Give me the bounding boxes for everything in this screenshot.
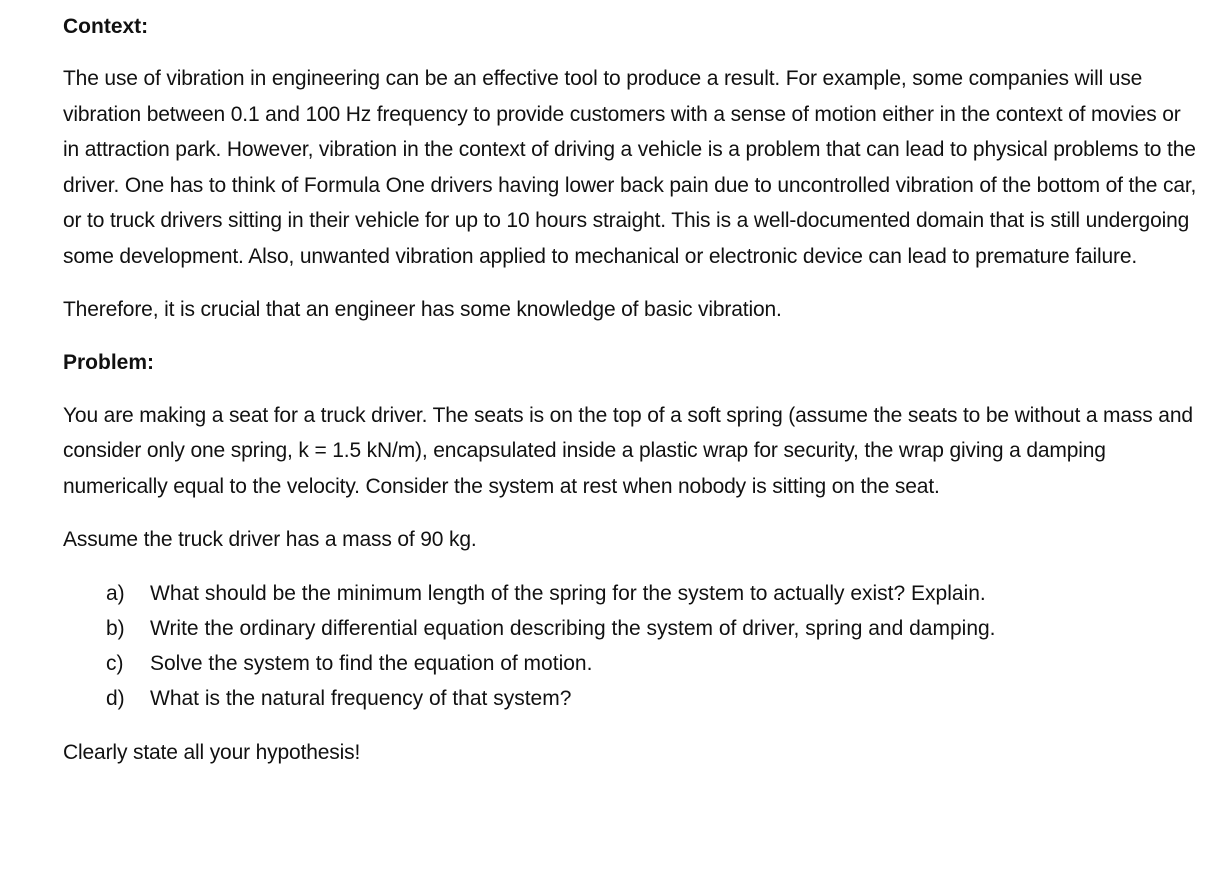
context-heading: Context: bbox=[63, 15, 149, 38]
list-item bbox=[106, 681, 1201, 716]
problem-paragraph-2: Assume the truck driver has a mass of 90 kg. bbox=[63, 528, 477, 551]
question-text: Solve the system to find the equation of motion. bbox=[150, 651, 593, 675]
list-item bbox=[106, 646, 1201, 681]
list-item bbox=[106, 611, 1201, 646]
document-page bbox=[63, 12, 1201, 770]
question-marker: b) bbox=[106, 616, 125, 640]
question-text: Write the ordinary differential equation describing the system of driver, spring and damping. bbox=[150, 616, 996, 640]
question-marker: c) bbox=[106, 651, 124, 675]
problem-paragraph-1: You are making a seat for a truck driver. The seats is on the top of a soft spring (assume the seats to be without a mass and consider only one spring, k = 1.5 kN/m), encapsulated inside a plastic wrap for security, the wrap giving a damping numerically equal to the velocity. Consider the system at rest when nobody is sitting on the seat. bbox=[63, 403, 1193, 498]
question-text: What is the natural frequency of that system? bbox=[150, 686, 572, 710]
question-list bbox=[63, 576, 1201, 716]
list-item bbox=[106, 576, 1201, 611]
problem-heading: Problem: bbox=[63, 350, 155, 374]
question-marker: a) bbox=[106, 581, 125, 605]
question-marker: d) bbox=[106, 686, 125, 710]
closing-statement: Clearly state all your hypothesis! bbox=[63, 740, 361, 764]
context-paragraph-2: Therefore, it is crucial that an engineer has some knowledge of basic vibration. bbox=[63, 298, 782, 321]
question-text: What should be the minimum length of the spring for the system to actually exist? Explain. bbox=[150, 581, 986, 605]
context-paragraph-1: The use of vibration in engineering can be an effective tool to produce a result. For example, some companies will use vibration between 0.1 and 100 Hz frequency to provide customers with a sense of motion either in the context of movies or in attraction park. However, vibration in the context of driving a vehicle is a problem that can lead to physical problems to the driver. One has to think of Formula One drivers having lower back pain due to uncontrolled vibration of the bottom of the car, or to truck drivers sitting in their vehicle for up to 10 hours straight. This is a well-documented domain that is still undergoing some development. Also, unwanted vibration applied to mechanical or electronic device can lead to premature failure. bbox=[63, 67, 1197, 268]
